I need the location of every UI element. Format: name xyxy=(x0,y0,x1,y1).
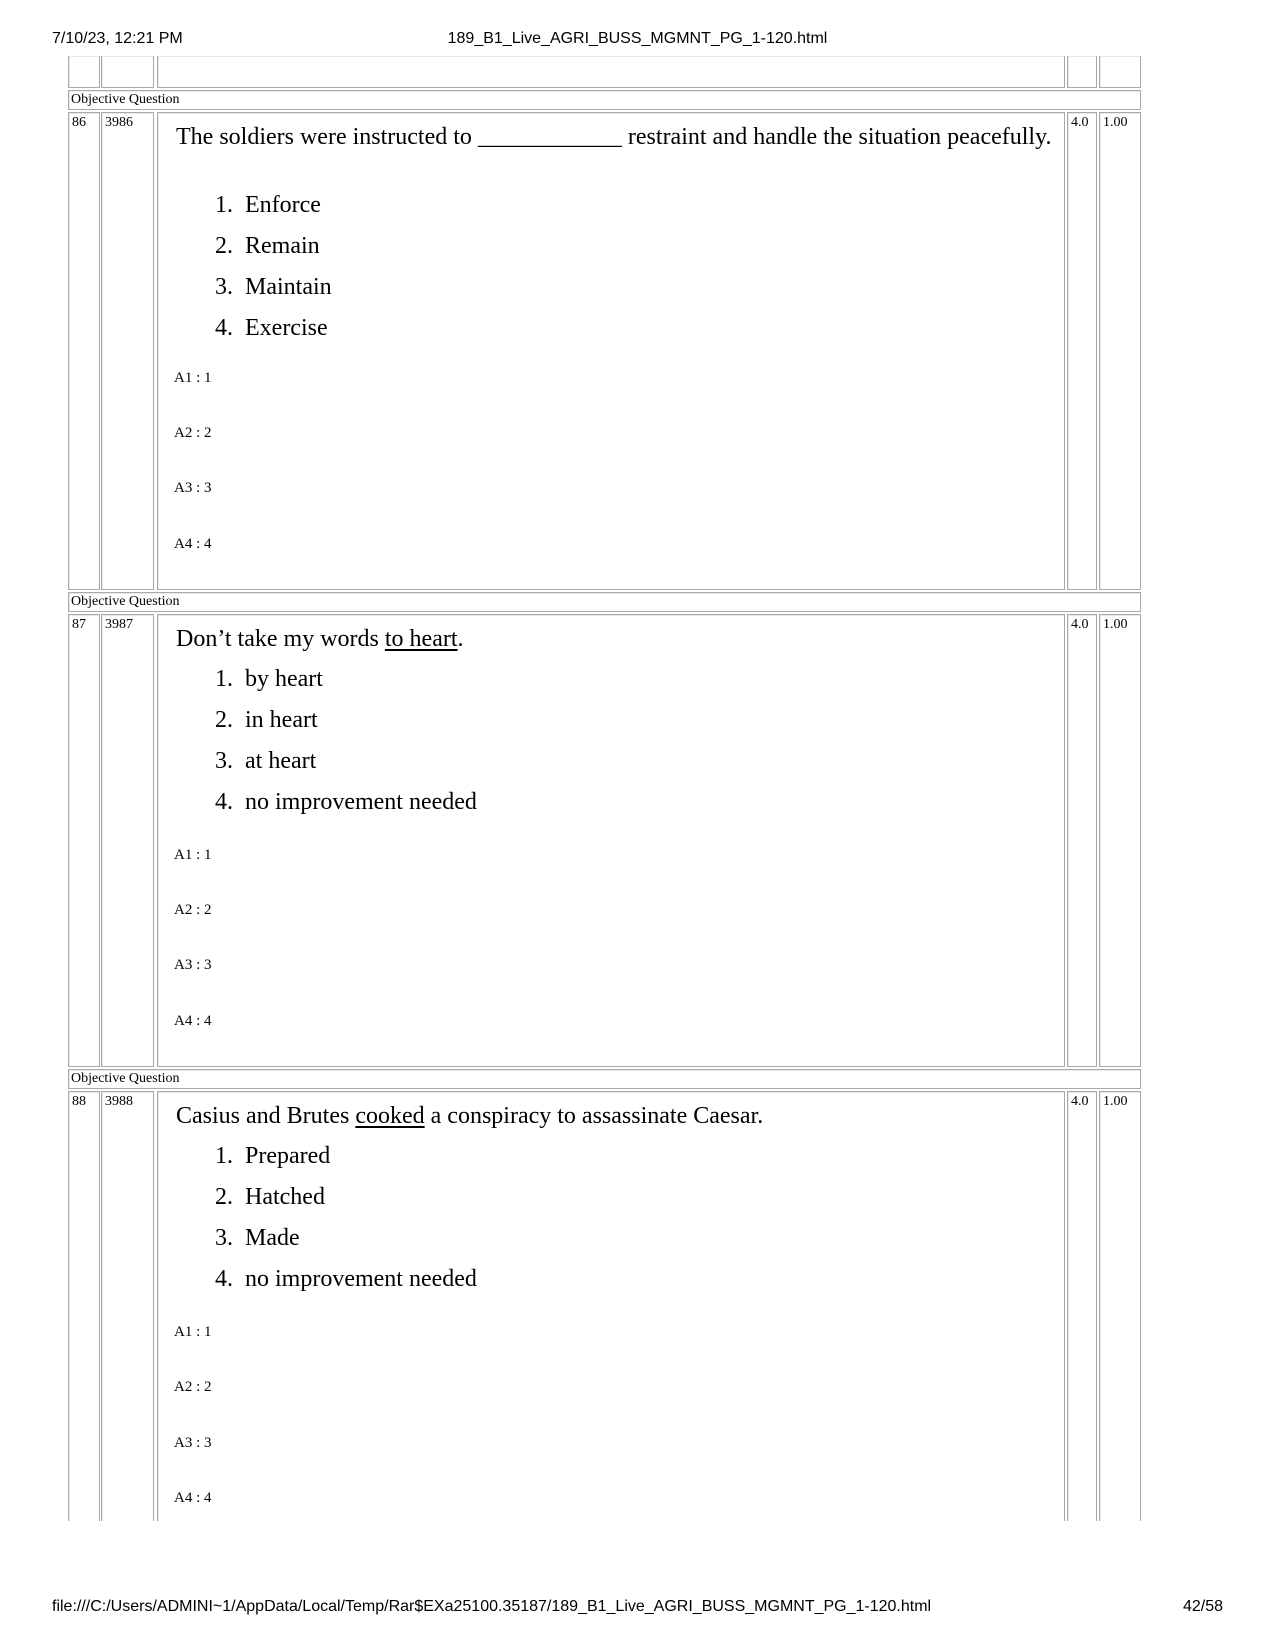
question-id: 3988 xyxy=(101,1091,154,1521)
answer-key-a2: A2 : 2 xyxy=(174,1379,212,1395)
answer-key-a2: A2 : 2 xyxy=(174,902,212,918)
question-serial-number: 88 xyxy=(68,1091,100,1521)
option-item: 3. Made xyxy=(215,1225,300,1251)
answer-key-a4: A4 : 4 xyxy=(174,536,212,552)
prev-row-neg-cell xyxy=(1099,56,1141,88)
answer-key-a3: A3 : 3 xyxy=(174,957,212,973)
question-text: Don’t take my words to heart. xyxy=(176,626,464,652)
option-item: 4. Exercise xyxy=(215,315,328,341)
option-item: 3. Maintain xyxy=(215,274,332,300)
answer-key-a1: A1 : 1 xyxy=(174,1324,212,1340)
question-marks: 4.0 xyxy=(1067,614,1097,1067)
prev-row-body-cell xyxy=(157,56,1065,88)
option-list xyxy=(215,1136,477,1300)
option-item: 1. Prepared xyxy=(215,1143,331,1169)
option-item: 2. Remain xyxy=(215,233,320,259)
print-doc-title: 189_B1_Live_AGRI_BUSS_MGMNT_PG_1-120.html xyxy=(447,30,828,47)
question-negative-marks: 1.00 xyxy=(1099,112,1141,590)
question-marks: 4.0 xyxy=(1067,112,1097,590)
question-serial-number: 86 xyxy=(68,112,100,590)
answer-key-a3: A3 : 3 xyxy=(174,480,212,496)
question-text: The soldiers were instructed to ____________ restraint and handle the situation peacefully. xyxy=(176,124,1052,150)
prev-row-qid-cell xyxy=(101,56,154,88)
option-item: 4. no improvement needed xyxy=(215,789,477,815)
question-id: 3986 xyxy=(101,112,154,590)
question-type-label: Objective Question xyxy=(68,592,1141,612)
answer-key-a4: A4 : 4 xyxy=(174,1490,212,1506)
option-item: 2. Hatched xyxy=(215,1184,325,1210)
question-negative-marks: 1.00 xyxy=(1099,1091,1141,1521)
answer-key-a2: A2 : 2 xyxy=(174,425,212,441)
answer-key-a3: A3 : 3 xyxy=(174,1435,212,1451)
question-type-label: Objective Question xyxy=(68,1069,1141,1089)
question-marks: 4.0 xyxy=(1067,1091,1097,1521)
question-serial-number: 87 xyxy=(68,614,100,1067)
option-list xyxy=(215,185,332,349)
question-id: 3987 xyxy=(101,614,154,1067)
answer-key-a4: A4 : 4 xyxy=(174,1013,212,1029)
question-body-cell xyxy=(157,112,1065,590)
prev-row-marks-cell xyxy=(1067,56,1097,88)
prev-row-sno-cell xyxy=(68,56,100,88)
answer-key-a1: A1 : 1 xyxy=(174,370,212,386)
question-type-label: Objective Question xyxy=(68,90,1141,110)
option-item: 3. at heart xyxy=(215,748,317,774)
print-page-number: 42/58 xyxy=(1182,1598,1223,1615)
question-text: Casius and Brutes cooked a conspiracy to assassinate Caesar. xyxy=(176,1103,764,1129)
question-negative-marks: 1.00 xyxy=(1099,614,1141,1067)
option-item: 4. no improvement needed xyxy=(215,1266,477,1292)
option-list xyxy=(215,659,477,823)
answer-key-a1: A1 : 1 xyxy=(174,847,212,863)
print-file-path: file:///C:/Users/ADMINI~1/AppData/Local/Temp/Rar$EXa25100.35187/189_B1_Live_AGRI_BUSS_MGMNT_PG_1-120.html xyxy=(52,1598,932,1615)
option-item: 2. in heart xyxy=(215,707,318,733)
option-item: 1. Enforce xyxy=(215,192,321,218)
print-datetime: 7/10/23, 12:21 PM xyxy=(52,30,183,47)
option-item: 1. by heart xyxy=(215,666,323,692)
